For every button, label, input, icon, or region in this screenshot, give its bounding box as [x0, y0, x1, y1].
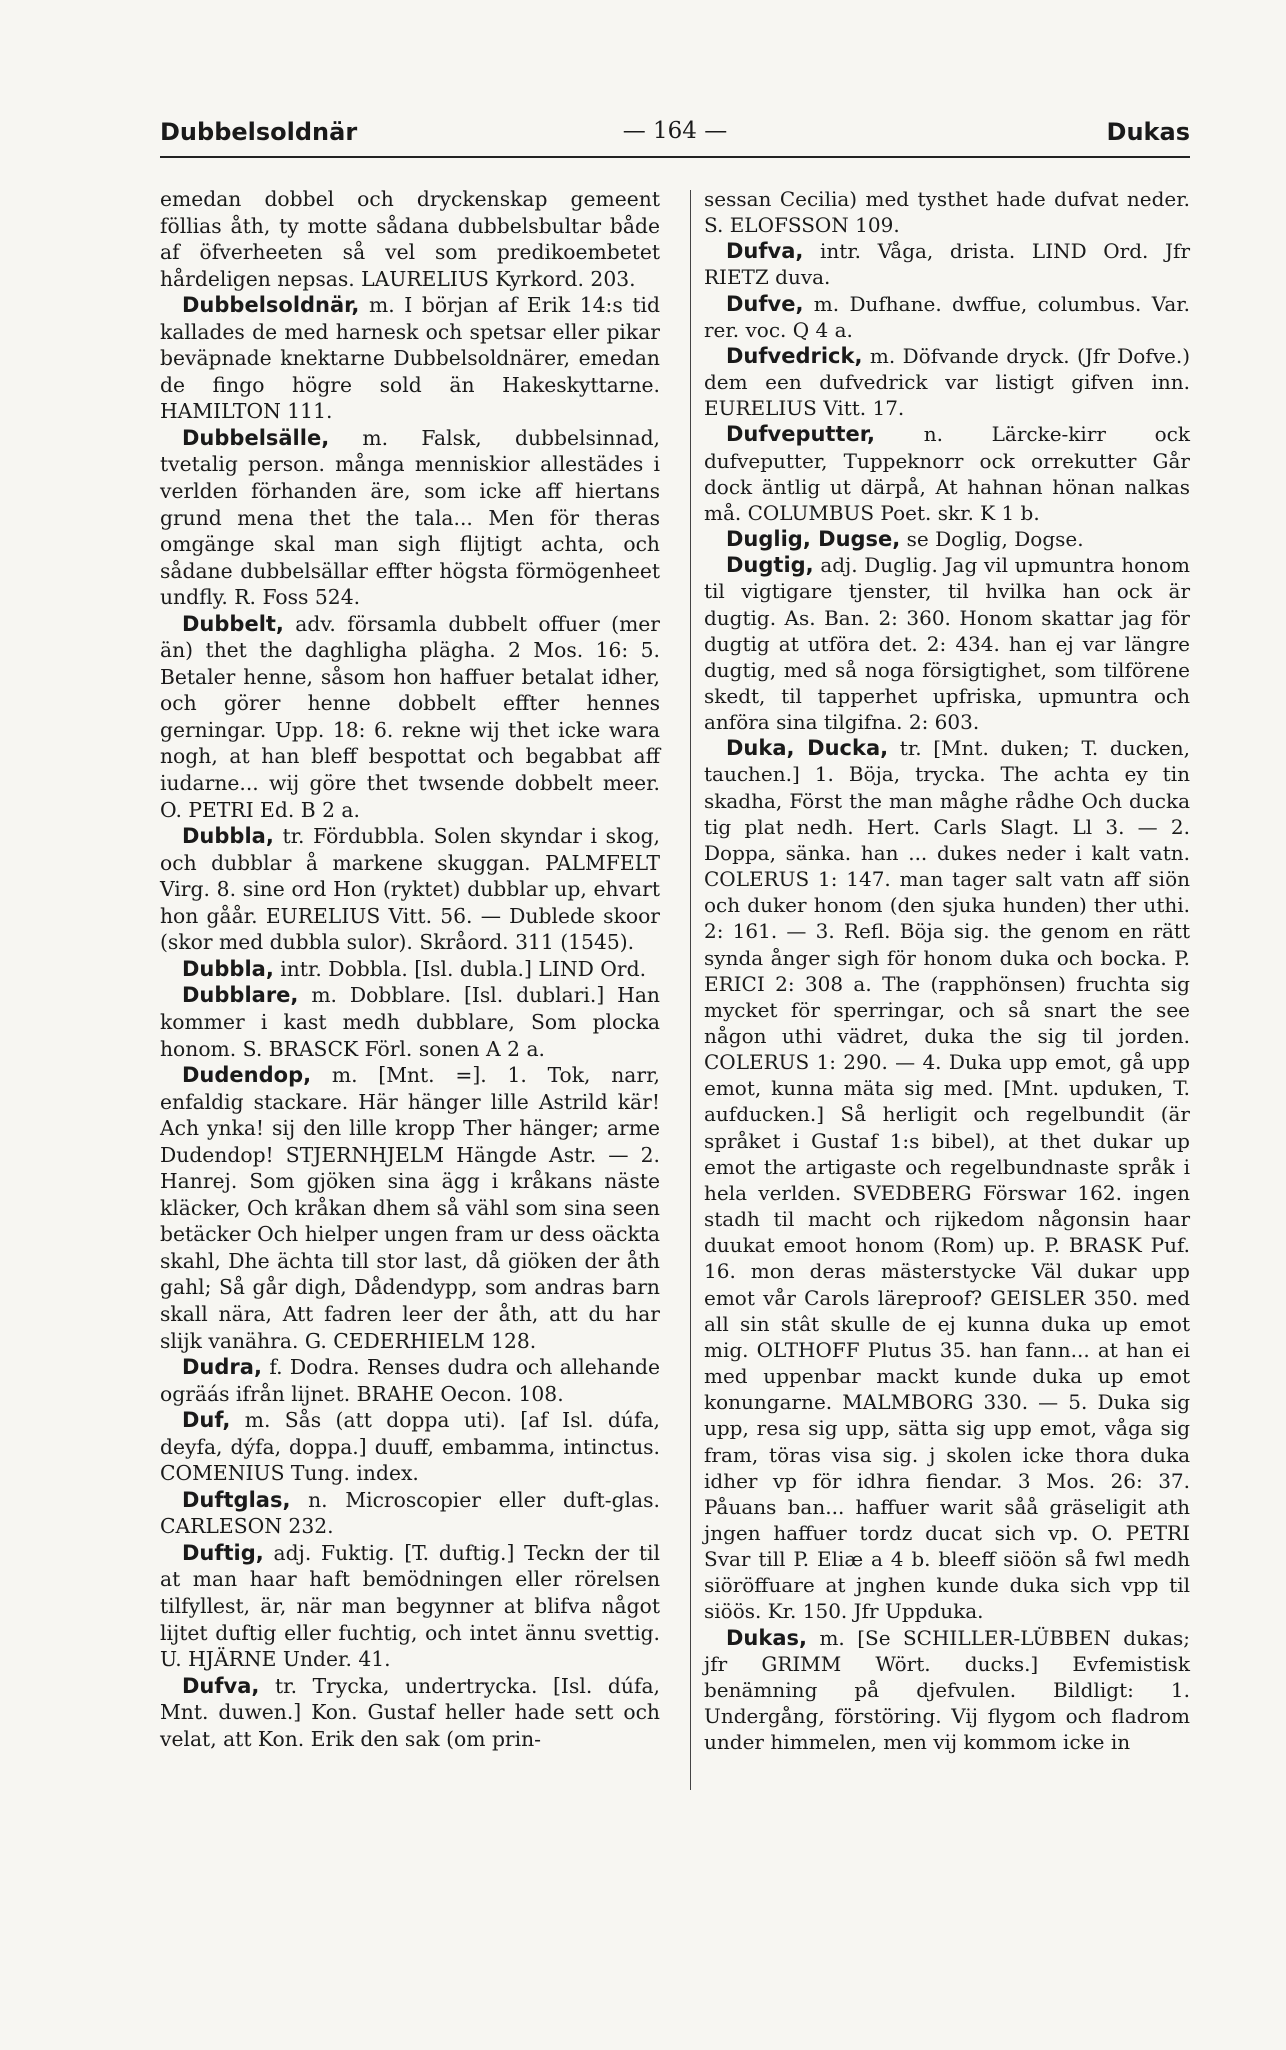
dictionary-entry: [160, 186, 660, 292]
entry-text: sessan Cecilia) med tysthet hade dufvat neder. S. ELOFSSON 109.: [704, 187, 1190, 238]
dictionary-entry: [704, 735, 1190, 1624]
entry-text: n. Microscopier eller duft-glas. CARLESON 232.: [160, 1487, 660, 1539]
dictionary-entry: [704, 291, 1190, 343]
entry-headword: Dubblare,: [182, 983, 299, 1008]
dictionary-entry: [160, 1540, 660, 1673]
dictionary-entry: [704, 552, 1190, 735]
entry-headword: Dubbelt,: [182, 611, 284, 636]
dictionary-entry: [160, 982, 660, 1062]
entry-headword: Dufva,: [182, 1673, 260, 1698]
entry-headword: Dufvedrick,: [726, 343, 863, 368]
dictionary-entry: [160, 1407, 660, 1487]
entry-text: m. Falsk, dubbelsinnad, tvetalig person. många menniskior allestädes i verlden förhanden äre, som icke aff hiertans grund mena thet the tala... Men för theras omgänge skal man sigh flijtigt achta, och sådane dubbelsällar effter högsta förmögenheet undfly. R. Foss 524.: [160, 425, 661, 610]
entry-text: intr. Dobbla. [Isl. dubla.] LIND Ord.: [280, 956, 647, 981]
entry-headword: Dubbelsoldnär,: [182, 293, 360, 318]
entry-text: n. Lärcke-kirr ock dufveputter, Tuppeknorr ock orrekutter Går dock äntlig ut därpå, At hahnan hönan nalkas må. COLUMBUS Poet. skr. K 1 b.: [704, 422, 1191, 525]
dictionary-entry: [160, 956, 660, 983]
entry-text: m. Dufhane. dwffue, columbus. Var. rer. voc. Q 4 a.: [704, 291, 1190, 342]
entry-headword: Dubbelsälle,: [182, 425, 330, 450]
column-separator: [690, 190, 691, 1790]
dictionary-entry: [704, 343, 1190, 421]
entry-headword: Dufve,: [726, 291, 804, 316]
entry-headword: Dugtig,: [726, 553, 814, 578]
entry-headword: Duftig,: [182, 1540, 264, 1565]
entry-headword: Duglig, Dugse,: [726, 527, 901, 552]
entry-text: f. Dodra. Renses dudra och allehande ogräás ifrån lijnet. BRAHE Oecon. 108.: [160, 1355, 660, 1406]
entry-headword: Dudra,: [182, 1355, 262, 1380]
entry-headword: Duftglas,: [182, 1487, 291, 1512]
entry-text: tr. Trycka, undertrycka. [Isl. dúfa, Mnt. duwen.] Kon. Gustaf heller hade sett och velat, att Kon. Erik den sak (om prin-: [160, 1673, 660, 1751]
right-column: [704, 186, 1190, 1755]
entry-headword: Dudendop,: [182, 1063, 312, 1088]
dictionary-entry: [160, 1354, 660, 1407]
running-head-left: Dubbelsoldnär: [160, 118, 358, 146]
entry-text: adv. församla dubbelt offuer (mer än) thet the daghligha plägha. 2 Mos. 16: 5. Betaler henne, såsom hon haffuer betalat idher, och görer henne dobbelt effter hennes gerningar. Upp. 18: 6. rekne wij thet icke wara nogh, at han bleff bespottat och begabbat aff iudarne... wij göre thet twsende dobbelt meer. O. PETRI Ed. B 2 a.: [160, 611, 660, 822]
entry-text: m. Sås (att doppa uti). [af Isl. dúfa, deyfa, dýfa, doppa.] duuff, embamma, intinctus. COMENIUS Tung. index.: [160, 1408, 660, 1486]
running-head-right: Dukas: [1106, 118, 1190, 146]
dictionary-entry: [704, 526, 1190, 552]
dictionary-entry: [160, 1487, 660, 1540]
entry-text: emedan dobbel och dryckenskap gemeent föllias åth, ty motte sådana dubbelsbultar både af öfverheeten så vel som predikoembetet hårdeligen nepsas. LAURELIUS Kyrkord. 203.: [160, 187, 660, 291]
entry-text: adj. Fuktig. [T. duftig.] Teckn der til at man haar haft bemödningen eller rörelsen tilfyllest, är, när man begynner at blifva något lijtet duftig eller fuchtig, och intet ännu svettig. U. HJÄRNE Under. 41.: [160, 1540, 660, 1672]
entry-text: m. Dobblare. [Isl. dublari.] Han kommer i kast medh dubblare, Som plocka honom. S. BRASCK Förl. sonen A 2 a.: [160, 983, 660, 1061]
entry-text: m. Döfvande dryck. (Jfr Dofve.) dem een dufvedrick var listigt gifven inn. EURELIUS Vitt. 17.: [704, 343, 1191, 421]
entry-text: intr. Våga, drista. LIND Ord. Jfr RIETZ duva.: [704, 239, 1190, 290]
dictionary-entry: [704, 421, 1190, 526]
entry-headword: Dufva,: [726, 239, 804, 264]
page-number: — 164 —: [622, 118, 728, 144]
dictionary-entry: [160, 292, 660, 425]
entry-text: adj. Duglig. Jag vil upmuntra honom til vigtigare tjenster, til hvilka han ock är dugtig. As. Ban. 2: 360. Honom skattar jag för dugtig at utföra det. 2: 434. han ej var längre dugtig, med så noga försigtighet, som tilförene skedt, til tapperhet upfriska, upmuntra och anföra sina tilgifna. 2: 603.: [704, 553, 1190, 735]
entry-headword: Dufveputter,: [726, 422, 875, 447]
left-column: [160, 186, 660, 1752]
dictionary-entry: [160, 1673, 660, 1753]
dictionary-entry: [704, 186, 1190, 238]
entry-text: m. [Mnt. =]. 1. Tok, narr, enfaldig stackare. Här hänger lille Astrild kär! Ach ynka! sij den lille kropp Ther hänger; arme Dudendop! STJERNHJELM Hängde Astr. — 2. Hanrej. Som gjöken sina ägg i kråkans näste kläcker, Och kråkan dhem så vähl som sina seen betäcker Och hielper ungen fram ur dess oäckta skahl, Dhe ächta till stor last, då giöken der åth gahl; Så går digh, Dådendypp, som andras barn skall nära, Att fadren leer der åth, att du har slijk vanähra. G. CEDERHIELM 128.: [160, 1063, 660, 1353]
dictionary-entry: [160, 1062, 660, 1354]
entry-headword: Dubbla,: [182, 824, 274, 849]
entry-headword: Dubbla,: [182, 956, 274, 981]
page-header: [160, 118, 1190, 154]
dictionary-entry: [704, 1625, 1190, 1756]
entry-text: se Doglig, Dogse.: [906, 527, 1084, 552]
dictionary-entry: [160, 425, 660, 611]
entry-text: m. [Se SCHILLER-LÜBBEN dukas; jfr GRIMM Wört. ducks.] Evfemistisk benämning på djefvulen. Bildligt: 1. Undergång, förstöring. Vij flygom och fladrom under himmelen, men vij kommom icke in: [704, 1625, 1190, 1755]
entry-text: tr. Fördubbla. Solen skyndar i skog, och dubblar å markene skuggan. PALMFELT Virg. 8. sine ord Hon (ryktet) dubblar up, ehvart hon gåår. EURELIUS Vitt. 56. — Dublede skoor (skor med dubbla sulor). Skråord. 311 (1545).: [160, 824, 661, 955]
entry-headword: Dukas,: [726, 1625, 807, 1650]
dictionary-entry: [704, 238, 1190, 290]
header-rule: [160, 156, 1190, 158]
entry-headword: Duf,: [182, 1408, 231, 1433]
entry-headword: Duka, Ducka,: [726, 736, 889, 761]
entry-text: m. I början af Erik 14:s tid kallades de med harnesk och spetsar eller pikar beväpnade knektarne Dubbelsoldnärer, emedan de fingo högre sold än Hakeskyttarne. HAMILTON 111.: [160, 293, 660, 424]
dictionary-entry: [160, 611, 660, 823]
dictionary-entry: [160, 823, 660, 956]
entry-text: tr. [Mnt. duken; T. ducken, tauchen.] 1. Böja, trycka. The achta ey tin skadha, Först the man måghe rådhe Och ducka tig plat nedh. Hert. Carls Slagt. Ll 3. — 2. Doppa, sänka. han ... dukes neder i kalt vatn. COLERUS 1: 147. man tager salt vatn aff siön och duker honom (den sjuka hunden) ther uthi. 2: 161. — 3. Refl. Böja sig. the genom en rätt synda ånger sigh för honom duka och bocka. P. ERICI 2: 308 a. The (rapphönsen) fruchta sig mycket för sperringar, och så snart the see någon uthi vädret, duka the sig til jorden. COLERUS 1: 290. — 4. Duka upp emot, gå upp emot, kunna mäta sig med. [Mnt. upduken, T. aufducken.] Så herligit och regelbundit (är språket i Gustaf 1:s bibel), at thet dukar up emot the artigaste och regelbundnaste språk i hela verlden. SVEDBERG Förswar 162. ingen stadh til macht och rijkedom någonsin haar duukat emoot honom (Rom) up. P. BRASK Puf. 16. mon deras mästerstycke Väl dukar upp emot vår Carols läreproof? GEISLER 350. med all sin stât skulle de ej kunna duka up emot mig. OLTHOFF Plutus 35. han fann... at han ei med uppenbar mackt kunde duka up emot konungarne. MALMBORG 330. — 5. Duka sig upp, resa sig upp, sätta sig upp emot, våga sig fram, töras visa sig. j skolen icke thora duka idher vp för idhra fiendar. 3 Mos. 26: 37. Påuans ban... haffuer warit såå gräseligit ath jngen haffuer tordz ducat sich vp. O. PETRI Svar till P. Eliæ a 4 b. bleeff siöön så fwl medh siöröffuare at jnghen kunde duka sich vpp til siöös. Kr. 150. Jfr Uppduka.: [704, 736, 1190, 1624]
